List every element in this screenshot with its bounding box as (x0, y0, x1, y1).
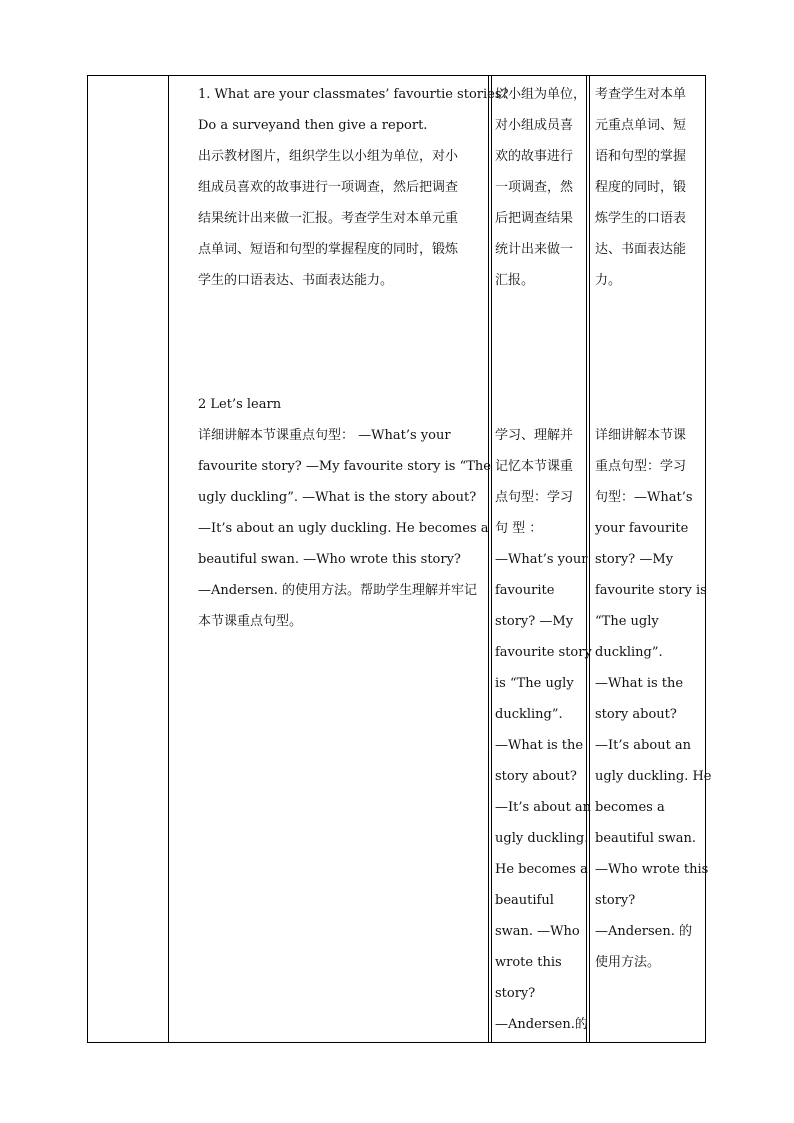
text-line: favourite story (495, 645, 592, 660)
text-line: 学习、理解并 (495, 428, 574, 443)
text-line: story about? (495, 769, 577, 784)
text-line: 统计出来做一 (495, 242, 574, 257)
text-line: 程度的同时，锻 (595, 180, 687, 195)
column-divider (168, 76, 169, 1042)
design-intent-cell (595, 79, 701, 296)
text-line: duckling”. (495, 707, 563, 722)
text-line: 以小组为单位， (495, 87, 587, 102)
text-line: beautiful swan. —Who wrote this story? (198, 552, 461, 567)
text-line: —Who wrote this (595, 862, 709, 877)
text-line: —It’s about an ugly duckling. He becomes a (198, 521, 489, 536)
text-line: 点句型：学习 (495, 490, 574, 505)
text-line: swan. —Who (495, 924, 580, 939)
text-line: 炼学生的口语表 (595, 211, 687, 226)
text-line: 使用方法。 (595, 955, 661, 970)
text-line: favourite (495, 583, 555, 598)
text-line: 1. What are your classmates’ favourtie stories? (198, 87, 509, 102)
text-line: —It’s about an (595, 738, 692, 753)
text-line: beautiful swan. (595, 831, 697, 846)
text-line: story? (495, 986, 536, 1001)
text-line: 组成员喜欢的故事进行一项调查，然后把调查 (198, 180, 459, 195)
student-activity-cell (495, 79, 587, 296)
text-line: —What’s your (495, 552, 588, 567)
text-line: 出示教材图片，组织学生以小组为单位，对小 (198, 149, 459, 164)
text-line: 记忆本节课重 (495, 459, 574, 474)
text-line: beautiful (495, 893, 554, 908)
column-divider (491, 76, 492, 1042)
text-line: ugly duckling. (495, 831, 589, 846)
student-activity-cell (495, 420, 592, 1040)
text-line: favourite story? —My favourite story is “The (198, 459, 491, 474)
text-line: wrote this (495, 955, 562, 970)
text-line: “The ugly (595, 614, 659, 629)
text-line: 详细讲解本节课 (595, 428, 687, 443)
text-line: Do a surveyand then give a report. (198, 118, 428, 133)
text-line: 欢的故事进行 (495, 149, 574, 164)
text-line: —What is the (595, 676, 684, 691)
activity-cell (198, 389, 491, 637)
text-line: 对小组成员喜 (495, 118, 574, 133)
text-line: 汇报。 (495, 273, 535, 288)
text-line: story? (595, 893, 636, 908)
text-line: your favourite (595, 521, 689, 536)
text-line: 详细讲解本节课重点句型： —What’s your (198, 428, 451, 443)
column-divider (488, 76, 489, 1042)
text-line: —It’s about an (495, 800, 592, 815)
text-line: becomes a (595, 800, 665, 815)
text-line: He becomes a (495, 862, 588, 877)
text-line: —Andersen.的 (495, 1017, 588, 1032)
text-line: ugly duckling. He (595, 769, 712, 784)
text-line: 力。 (595, 273, 622, 288)
design-intent-cell (595, 420, 712, 978)
text-line: 点单词、短语和句型的掌握程度的同时，锻炼 (198, 242, 459, 257)
text-line: 达、书面表达能 (595, 242, 687, 257)
text-line: 句 型 ： (495, 521, 543, 536)
text-line: 学生的口语表达、书面表达能力。 (198, 273, 394, 288)
lesson-table (87, 75, 712, 1043)
text-line: story? —My (495, 614, 574, 629)
text-line: 结果统计出来做一汇报。考查学生对本单元重 (198, 211, 459, 226)
text-line: favourite story is (595, 583, 707, 598)
text-line: —What is the (495, 738, 584, 753)
text-line: story about? (595, 707, 677, 722)
activity-cell (198, 79, 509, 296)
text-line: 一项调查，然 (495, 180, 574, 195)
text-line: 2 Let’s learn (198, 397, 282, 412)
text-line: 重点句型：学习 (595, 459, 687, 474)
text-line: ugly duckling”. —What is the story about? (198, 490, 477, 505)
column-divider (589, 76, 590, 1042)
text-line: 元重点单词、短 (595, 118, 687, 133)
text-line: —Andersen. 的使用方法。帮助学生理解并牢记 (198, 583, 477, 598)
text-line: 后把调查结果 (495, 211, 574, 226)
text-line: duckling”. (595, 645, 663, 660)
text-line: —Andersen. 的 (595, 924, 692, 939)
text-line: 本节课重点句型。 (198, 614, 303, 629)
text-line: story? —My (595, 552, 674, 567)
text-line: 语和句型的掌握 (595, 149, 687, 164)
text-line: 句型：—What’s (595, 490, 693, 505)
text-line: 考查学生对本单 (595, 87, 687, 102)
text-line: is “The ugly (495, 676, 574, 691)
